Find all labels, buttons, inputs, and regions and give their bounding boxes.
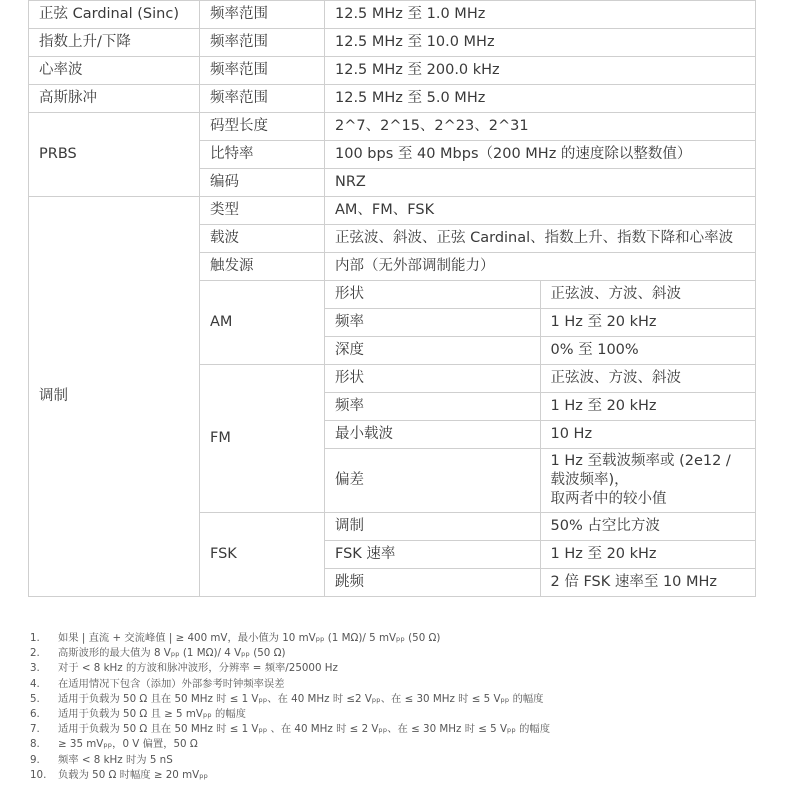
footnote [30, 692, 550, 707]
footnote [30, 753, 550, 768]
footnote [30, 768, 550, 783]
param-value: AM、FM、FSK [325, 197, 756, 225]
footnote-number: 8. [30, 738, 40, 751]
param-label: 跳频 [325, 569, 541, 597]
param-value: 50% 占空比方波 [540, 513, 756, 541]
param-value: 正弦波、方波、斜波 [540, 365, 756, 393]
footnote-text: 对于 < 8 kHz 的方波和脉冲波形，分辨率 = 频率/25000 Hz [58, 662, 338, 675]
param-label: FSK 速率 [325, 541, 541, 569]
footnote-number: 3. [30, 662, 40, 675]
param-value: 内部（无外部调制能力） [325, 253, 756, 281]
footnote-number: 4. [30, 677, 40, 690]
param-label: 载波 [200, 225, 325, 253]
footnote [30, 722, 550, 737]
table-row [29, 1, 756, 29]
param-value: 12.5 MHz 至 5.0 MHz [325, 85, 756, 113]
footnote-text: 适用于负载为 50 Ω 且在 50 MHz 时 ≤ 1 Vₚₚ、在 40 MHz 时 ≤2 Vₚₚ、在 ≤ 30 MHz 时 ≤ 5 Vₚₚ 的幅度 [58, 692, 544, 705]
footnote-number: 7. [30, 723, 40, 736]
param-label: 频率范围 [200, 57, 325, 85]
footnote [30, 646, 550, 661]
footnote-text: 如果 | 直流 + 交流峰值 | ≥ 400 mV，最小值为 10 mVₚₚ (1 MΩ)/ 5 mVₚₚ (50 Ω) [58, 632, 441, 644]
footnote-number: 10. [30, 768, 47, 781]
param-label: 频率 [325, 393, 541, 421]
footnote-number: 9. [30, 753, 40, 766]
footnote-text: 负载为 50 Ω 时幅度 ≥ 20 mVₚₚ [58, 768, 209, 781]
footnote [30, 707, 550, 722]
param-label: 触发源 [200, 253, 325, 281]
footnote-text: 频率 < 8 kHz 时为 5 nS [58, 753, 173, 766]
param-label: 码型长度 [200, 113, 325, 141]
param-value: 正弦波、斜波、正弦 Cardinal、指数上升、指数下降和心率波 [325, 225, 756, 253]
table-row [29, 29, 756, 57]
param-value: 1 Hz 至 20 kHz [540, 393, 756, 421]
fsk-label: FSK [200, 513, 325, 597]
footnote-text: 适用于负载为 50 Ω 且在 50 MHz 时 ≤ 1 Vₚₚ 、在 40 MHz 时 ≤ 2 Vₚₚ、在 ≤ 30 MHz 时 ≤ 5 Vₚₚ 的幅度 [58, 723, 551, 736]
param-value: 12.5 MHz 至 1.0 MHz [325, 1, 756, 29]
param-value: 2 倍 FSK 速率至 10 MHz [540, 569, 756, 597]
footnote-number: 2. [30, 647, 40, 660]
table-row [29, 85, 756, 113]
param-label: 比特率 [200, 141, 325, 169]
modulation-label: 调制 [29, 197, 200, 597]
param-value: 10 Hz [540, 421, 756, 449]
param-value: 12.5 MHz 至 200.0 kHz [325, 57, 756, 85]
footnote-number: 5. [30, 692, 40, 705]
footnote-text: 适用于负载为 50 Ω 且 ≥ 5 mVₚₚ 的幅度 [58, 708, 246, 721]
param-label: 编码 [200, 169, 325, 197]
param-label: 调制 [325, 513, 541, 541]
param-value: NRZ [325, 169, 756, 197]
prbs-label: PRBS [29, 113, 200, 197]
param-value: 1 Hz 至 20 kHz [540, 541, 756, 569]
param-label: 类型 [200, 197, 325, 225]
table-row [29, 113, 756, 141]
footnote [30, 631, 550, 646]
param-label: 深度 [325, 337, 541, 365]
footnote [30, 661, 550, 676]
waveform-name: 正弦 Cardinal (Sinc) [29, 1, 200, 29]
param-label: 最小载波 [325, 421, 541, 449]
deviation-line-2: 取两者中的较小值 [550, 491, 667, 507]
footnote-text: 在适用情况下包含（添加）外部参考时钟频率误差 [58, 677, 285, 690]
waveform-name: 高斯脉冲 [29, 85, 200, 113]
param-label: 频率范围 [200, 85, 325, 113]
footnote-text: ≥ 35 mVₚₚ，0 V 偏置，50 Ω [58, 738, 198, 751]
param-label: 频率 [325, 309, 541, 337]
am-label: AM [200, 281, 325, 365]
waveform-name: 心率波 [29, 57, 200, 85]
param-value: 正弦波、方波、斜波 [540, 281, 756, 309]
table-row [29, 197, 756, 225]
param-value: 2^7、2^15、2^23、2^31 [325, 113, 756, 141]
param-value: 1 Hz 至 20 kHz [540, 309, 756, 337]
param-label: 形状 [325, 281, 541, 309]
table-row [29, 57, 756, 85]
param-label: 频率范围 [200, 29, 325, 57]
param-value: 12.5 MHz 至 10.0 MHz [325, 29, 756, 57]
param-label: 频率范围 [200, 1, 325, 29]
param-label: 形状 [325, 365, 541, 393]
footnote [30, 677, 550, 692]
footnote-text: 高斯波形的最大值为 8 Vₚₚ (1 MΩ)/ 4 Vₚₚ (50 Ω) [58, 647, 286, 660]
param-value [540, 449, 756, 513]
param-label: 偏差 [325, 449, 541, 513]
footnotes-list [30, 631, 550, 783]
spec-table [28, 0, 756, 597]
fm-label: FM [200, 365, 325, 513]
param-value: 100 bps 至 40 Mbps（200 MHz 的速度除以整数值） [325, 141, 756, 169]
param-value: 0% 至 100% [540, 337, 756, 365]
footnote-number: 1. [30, 632, 40, 644]
waveform-name: 指数上升/下降 [29, 29, 200, 57]
deviation-line-1: 1 Hz 至载波频率或 (2e12 / 载波频率)， [550, 453, 731, 488]
footnote [30, 737, 550, 752]
footnote-number: 6. [30, 708, 40, 721]
